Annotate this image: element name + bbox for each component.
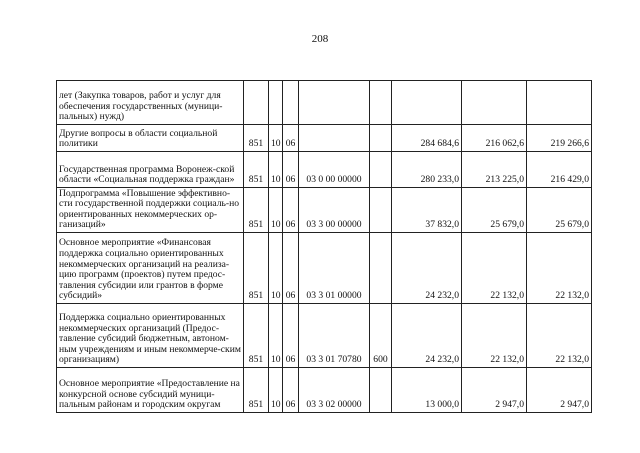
amount-year1-cell: 280 233,0	[392, 152, 462, 188]
subsection-code-cell: 06	[283, 188, 299, 233]
target-article-cell	[299, 125, 370, 152]
amount-year1-cell: 24 232,0	[392, 304, 462, 368]
amount-year3-cell: 219 266,6	[527, 125, 592, 152]
subsection-code-cell: 06	[283, 304, 299, 368]
budget-table	[56, 80, 592, 413]
table-row	[57, 81, 592, 125]
section-code-cell	[269, 81, 283, 125]
section-code-cell: 10	[269, 368, 283, 413]
target-article-cell: 03 3 02 00000	[299, 368, 370, 413]
row-name-cell: Поддержка социально ориентированных некоммерческих организаций (Предос-тавление субсидий бюджетным, автоном-ным учреждениям и иным некоммерче-ским организациям)	[57, 304, 244, 368]
table-row	[57, 188, 592, 233]
ministry-code-cell: 851	[244, 233, 269, 304]
row-name-cell: Государственная программа Воронеж-ской области «Социальная поддержка граждан»	[57, 152, 244, 188]
ministry-code-cell	[244, 81, 269, 125]
expense-type-cell	[370, 125, 392, 152]
amount-year2-cell: 213 225,0	[462, 152, 527, 188]
expense-type-cell	[370, 152, 392, 188]
amount-year1-cell	[392, 81, 462, 125]
table-row	[57, 233, 592, 304]
section-code-cell: 10	[269, 125, 283, 152]
target-article-cell: 03 3 00 00000	[299, 188, 370, 233]
amount-year3-cell	[527, 81, 592, 125]
subsection-code-cell: 06	[283, 368, 299, 413]
amount-year1-cell: 24 232,0	[392, 233, 462, 304]
row-name-cell: Основное мероприятие «Финансовая поддержка социально ориентированных некоммерческих организаций на реализа-цию программ (проектов) путем предос-тавления субсидии или грантов в форме субсидий»	[57, 233, 244, 304]
amount-year1-cell: 13 000,0	[392, 368, 462, 413]
ministry-code-cell: 851	[244, 304, 269, 368]
amount-year3-cell: 25 679,0	[527, 188, 592, 233]
table-row	[57, 368, 592, 413]
amount-year3-cell: 22 132,0	[527, 304, 592, 368]
table-row	[57, 152, 592, 188]
amount-year2-cell: 216 062,6	[462, 125, 527, 152]
subsection-code-cell: 06	[283, 233, 299, 304]
section-code-cell: 10	[269, 188, 283, 233]
subsection-code-cell: 06	[283, 152, 299, 188]
amount-year3-cell: 216 429,0	[527, 152, 592, 188]
ministry-code-cell: 851	[244, 368, 269, 413]
target-article-cell: 03 3 01 00000	[299, 233, 370, 304]
table-row	[57, 125, 592, 152]
expense-type-cell	[370, 233, 392, 304]
row-name-cell: Основное мероприятие «Предоставление на конкурсной основе субсидий муници-пальным районам и городским округам	[57, 368, 244, 413]
section-code-cell: 10	[269, 152, 283, 188]
amount-year2-cell: 22 132,0	[462, 304, 527, 368]
target-article-cell: 03 3 01 70780	[299, 304, 370, 368]
subsection-code-cell: 06	[283, 125, 299, 152]
expense-type-cell	[370, 81, 392, 125]
table-body	[57, 81, 592, 413]
row-name-cell: лет (Закупка товаров, работ и услуг для обеспечения государственных (муници-пальных) нужд)	[57, 81, 244, 125]
page-number: 208	[311, 33, 329, 45]
target-article-cell: 03 0 00 00000	[299, 152, 370, 188]
expense-type-cell	[370, 188, 392, 233]
subsection-code-cell	[283, 81, 299, 125]
amount-year2-cell	[462, 81, 527, 125]
amount-year3-cell: 2 947,0	[527, 368, 592, 413]
ministry-code-cell: 851	[244, 188, 269, 233]
amount-year2-cell: 2 947,0	[462, 368, 527, 413]
section-code-cell: 10	[269, 304, 283, 368]
target-article-cell	[299, 81, 370, 125]
amount-year2-cell: 22 132,0	[462, 233, 527, 304]
amount-year3-cell: 22 132,0	[527, 233, 592, 304]
expense-type-cell	[370, 368, 392, 413]
row-name-cell: Подпрограмма «Повышение эффективно-сти государственной поддержки социаль-но ориентированных некоммерческих ор-ганизаций»	[57, 188, 244, 233]
section-code-cell: 10	[269, 233, 283, 304]
ministry-code-cell: 851	[244, 152, 269, 188]
table-row	[57, 304, 592, 368]
amount-year1-cell: 37 832,0	[392, 188, 462, 233]
amount-year1-cell: 284 684,6	[392, 125, 462, 152]
ministry-code-cell: 851	[244, 125, 269, 152]
amount-year2-cell: 25 679,0	[462, 188, 527, 233]
expense-type-cell: 600	[370, 304, 392, 368]
row-name-cell: Другие вопросы в области социальной политики	[57, 125, 244, 152]
